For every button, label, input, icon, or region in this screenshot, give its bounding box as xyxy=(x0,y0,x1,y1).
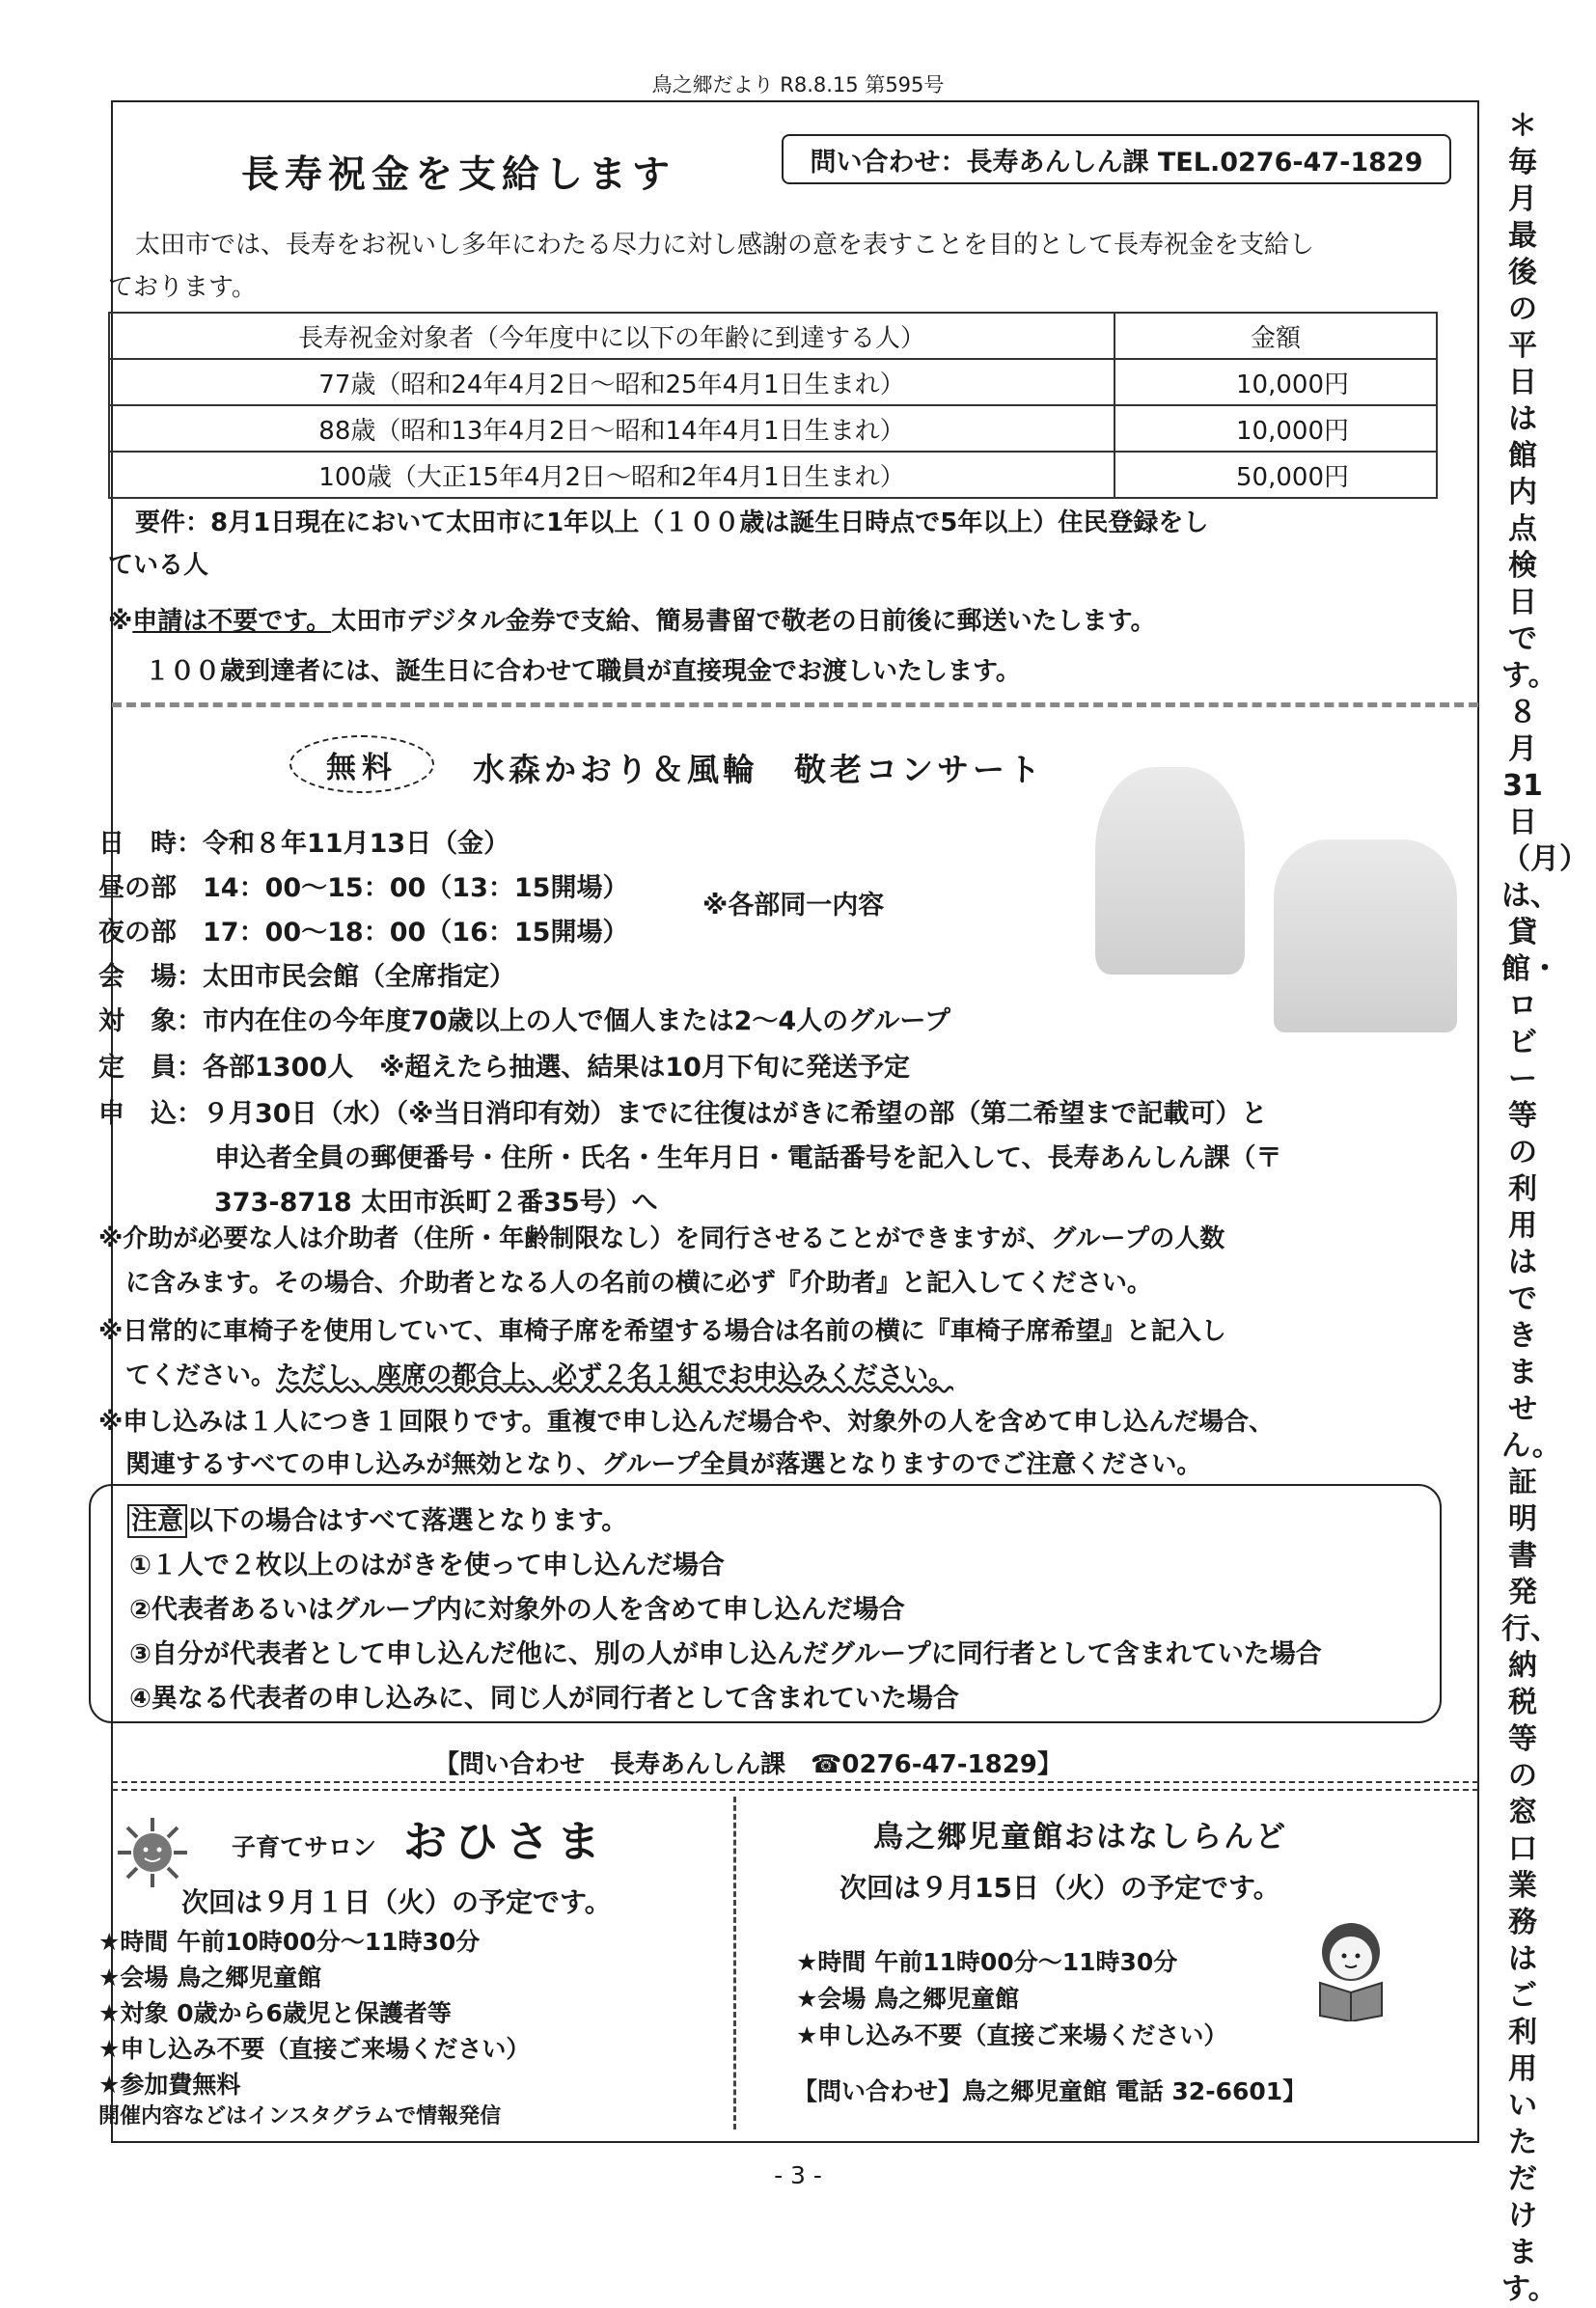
sun-icon xyxy=(114,1814,191,1891)
table-cell-target: 100歳（大正15年4月2日～昭和2年4月1日生まれ） xyxy=(109,452,1114,498)
salon-next-date: 次回は９月１日（火）の予定です。 xyxy=(181,1886,612,1918)
table-cell-amount: 50,000円 xyxy=(1114,452,1437,498)
apply-line-2: 申込者全員の郵便番号・住所・氏名・生年月日・電話番号を記入して、長寿あんしん課（〒 xyxy=(214,1143,1282,1173)
double-divider-top xyxy=(112,1781,1478,1783)
salon-name: おひさま xyxy=(403,1816,609,1867)
library-detail-item: ★申し込み不要（直接ご来場ください） xyxy=(796,2021,1228,2049)
double-divider-bottom xyxy=(112,1789,1478,1791)
library-detail-item: ★会場 鳥之郷児童館 xyxy=(796,1985,1020,2013)
singer-photo xyxy=(1095,767,1245,975)
night-session: 夜の部 17：00～18：00（16：15開場） xyxy=(98,918,629,948)
concert-capacity: 定 員：各部1300人 ※超えたら抽選、結果は10月下旬に発送予定 xyxy=(98,1053,910,1083)
note-rest: 太田市デジタル金券で支給、簡易書留で敬老の日前後に郵送いたします。 xyxy=(331,607,1156,636)
requirement-line-2: ている人 xyxy=(108,551,209,580)
salon-detail-item: ★対象 0歳から6歳児と保護者等 xyxy=(98,1999,452,2027)
table-header-target: 長寿祝金対象者（今年度中に以下の年齢に到達する人） xyxy=(109,313,1114,359)
caution-item: ④異なる代表者の申し込みに、同じ人が同行者として含まれていた場合 xyxy=(129,1684,959,1714)
same-content-note: ※各部同一内容 xyxy=(702,891,885,920)
caregiver-note-1: ※介助が必要な人は介助者（住所・年齢制限なし）を同行させることができますが、グループの人数 xyxy=(98,1224,1225,1253)
caution-item: ①１人で２枚以上のはがきを使って申し込んだ場合 xyxy=(129,1551,725,1580)
library-next-date: 次回は９月15日（火）の予定です。 xyxy=(839,1872,1280,1904)
wheelchair-note-1: ※日常的に車椅子を使用していて、車椅子席を希望する場合は名前の横に『車椅子席希望』と記入し xyxy=(98,1317,1226,1346)
library-inquiry: 【問い合わせ】鳥之郷児童館 電話 32-6601】 xyxy=(793,2077,1307,2105)
concert-target: 対 象：市内在住の今年度70歳以上の人で個人または2～4人のグループ xyxy=(98,1006,950,1036)
newsletter-header: 鳥之郷だより R8.8.15 第595号 xyxy=(651,73,945,96)
section-divider xyxy=(112,702,1478,707)
library-title: 鳥之郷児童館おはなしらんど xyxy=(873,1820,1287,1855)
table-cell-amount: 10,000円 xyxy=(1114,405,1437,452)
table-row xyxy=(109,405,1437,452)
duplicate-note-1: ※申し込みは１人につき１回限りです。重複で申し込んだ場合や、対象外の人を含めて申し込んだ場合、 xyxy=(98,1408,1275,1437)
table-row xyxy=(109,359,1437,405)
concert-inquiry: 【問い合わせ 長寿あんしん課 ☎0276-47-1829】 xyxy=(434,1750,1062,1779)
table-row xyxy=(109,452,1437,498)
apply-line-1: 申 込：９月30日（水）（※当日消印有効）までに往復はがきに希望の部（第二希望まで記載可）と xyxy=(98,1099,1268,1129)
caregiver-note-2: に含みます。その場合、介助者となる人の名前の横に必ず『介助者』と記入してください。 xyxy=(125,1269,1152,1298)
salon-label: 子育てサロン xyxy=(232,1833,377,1861)
table-header-amount: 金額 xyxy=(1114,313,1437,359)
wheelchair-pair-note: ただし、座席の都合上、必ず２名１組でお申込みください。 xyxy=(276,1361,954,1390)
salon-detail-item: ★時間 午前10時00分～11時30分 xyxy=(98,1928,481,1956)
no-application-needed: 申請は不要です。 xyxy=(132,607,332,636)
duplicate-note-2: 関連するすべての申し込みが無効となり、グループ全員が落選となりますのでご注意ください。 xyxy=(125,1450,1202,1479)
library-details xyxy=(796,1944,1227,2054)
table-cell-target: 88歳（昭和13年4月2日～昭和14年4月1日生まれ） xyxy=(109,405,1114,452)
caution-item: ③自分が代表者として申し込んだ他に、別の人が申し込んだグループに同行者として含まれていた場合 xyxy=(129,1639,1322,1669)
wheelchair-note-2 xyxy=(125,1355,953,1397)
salon-detail-item: ★参加費無料 xyxy=(98,2071,241,2099)
table-cell-target: 77歳（昭和24年4月2日～昭和25年4月1日生まれ） xyxy=(109,359,1114,405)
sidebar-vertical-note: ＊毎月最後の平日は館内点検日です。８月31日（月）は、貸館・ロビー等の利用はできません。証明書発行、納税等の窓口業務はご利用いただけます。 xyxy=(1501,109,1588,2306)
salon-footer: 開催内容などはインスタグラムで情報発信 xyxy=(98,2104,502,2129)
caution-box xyxy=(89,1484,1442,1723)
table-header-row xyxy=(109,313,1437,359)
section1-intro-2: ております。 xyxy=(108,273,257,302)
section1-inquiry-box: 問い合わせ：長寿あんしん課 TEL.0276-47-1829 xyxy=(782,134,1451,184)
salon-details xyxy=(98,1924,530,2102)
vertical-divider xyxy=(733,1797,736,2129)
page-number: - 3 - xyxy=(774,2161,822,2189)
centenarian-note: １００歳到達者には、誕生日に合わせて職員が直接現金でお渡しいたします。 xyxy=(145,657,1021,686)
concert-venue: 会 場：太田市民会館（全席指定） xyxy=(98,962,515,992)
library-detail-item: ★時間 午前11時00分～11時30分 xyxy=(796,1948,1178,1976)
concert-date: 日 時：令和８年11月13日（金） xyxy=(98,829,510,859)
concert-title: 水森かおり＆風輪 敬老コンサート xyxy=(473,751,1044,788)
salon-detail-item: ★申し込み不要（直接ご来場ください） xyxy=(98,2035,531,2063)
section1-intro-1: 太田市では、長寿をお祝いし多年にわたる尽力に対し感謝の意を表すことを目的として長寿祝金を支給し xyxy=(135,231,1315,260)
requirement-line-1: 要件：8月1日現在において太田市に1年以上（１００歳は誕生日時点で5年以上）住民登録をし xyxy=(135,508,1209,537)
salon-detail-item: ★会場 鳥之郷児童館 xyxy=(98,1964,322,1992)
caution-mark: 注意 xyxy=(127,1504,187,1538)
table-cell-amount: 10,000円 xyxy=(1114,359,1437,405)
application-note xyxy=(108,600,1156,643)
caution-item: ②代表者あるいはグループ内に対象外の人を含めて申し込んだ場合 xyxy=(129,1595,905,1625)
free-badge: 無料 xyxy=(289,735,434,793)
day-session: 昼の部 14：00～15：00（13：15開場） xyxy=(98,873,629,903)
apply-line-3: 373-8718 太田市浜町２番35号）へ xyxy=(214,1188,658,1218)
section1-title: 長寿祝金を支給します xyxy=(241,153,676,197)
celebration-money-table xyxy=(108,312,1438,499)
caution-head xyxy=(127,1499,627,1537)
caution-head-text: 以下の場合はすべて落選となります。 xyxy=(187,1506,628,1536)
wheelchair-note-2a: てください。 xyxy=(125,1361,277,1390)
note-mark: ※ xyxy=(108,607,133,636)
duo-photo xyxy=(1274,839,1457,1032)
reading-child-icon xyxy=(1303,1915,1399,2021)
